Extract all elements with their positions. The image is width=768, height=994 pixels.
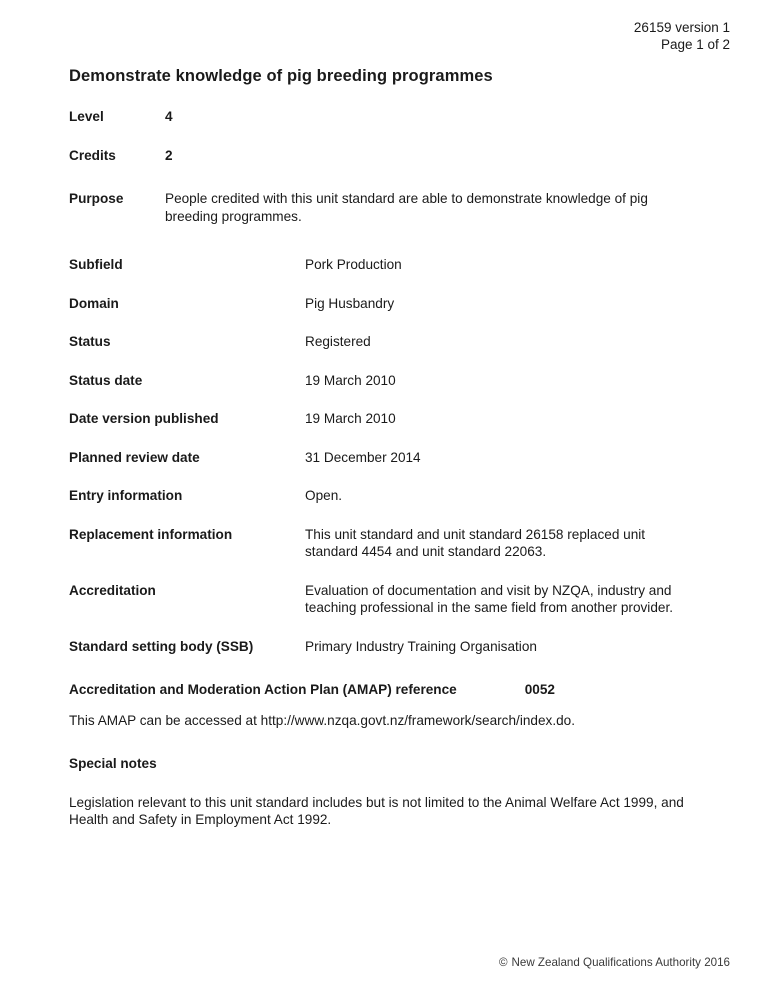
page-indicator: Page 1 of 2 (660, 37, 730, 52)
amap-reference-row (69, 681, 699, 699)
spacer (69, 699, 699, 712)
detail-row (69, 372, 699, 390)
detail-value: Pork Production (305, 257, 402, 272)
detail-row (69, 449, 699, 467)
level-value: 4 (165, 109, 173, 124)
detail-row (69, 487, 699, 505)
document-footer (499, 955, 730, 970)
spacer (69, 561, 699, 582)
detail-value: Pig Husbandry (305, 295, 395, 311)
spacer (69, 428, 699, 449)
spacer (69, 655, 699, 681)
level-label: Level (69, 109, 104, 124)
purpose-label: Purpose (69, 191, 124, 206)
spacer (69, 351, 699, 372)
detail-value: Registered (305, 334, 371, 349)
spacer (69, 617, 699, 638)
credits-value: 2 (165, 147, 173, 163)
amap-access-note: This AMAP can be accessed at http://www.nzqa.govt.nz/framework/search/index.do. (69, 712, 575, 728)
detail-value: Open. (305, 488, 343, 503)
detail-value: Primary Industry Training Organisation (305, 638, 537, 654)
credits-row (69, 147, 699, 165)
detail-row (69, 295, 699, 313)
document-header (634, 19, 730, 53)
detail-row (69, 256, 699, 274)
detail-row (69, 333, 699, 351)
special-notes-body: Legislation relevant to this unit standard includes but is not limited to the Animal Welfare Act 1999, and Health and Safety in Employment Act 1992. (69, 794, 684, 827)
amap-label: Accreditation and Moderation Action Plan (AMAP) reference (69, 682, 457, 697)
detail-row (69, 410, 699, 428)
standard-version: 26159 version 1 (633, 20, 730, 35)
detail-value: 19 March 2010 (305, 411, 396, 426)
detail-row (69, 582, 699, 617)
purpose-row (69, 190, 699, 225)
copyright-text: New Zealand Qualifications Authority 2016 (511, 956, 730, 969)
spacer (69, 274, 699, 295)
spacer (69, 466, 699, 487)
page-title: Demonstrate knowledge of pig breeding programmes (69, 67, 493, 85)
document-body (69, 108, 699, 829)
spacer (69, 729, 699, 755)
amap-reference-value: 0052 (524, 682, 555, 697)
detail-label: Entry information (69, 488, 183, 503)
copyright-icon: © (498, 956, 508, 969)
detail-row (69, 526, 699, 561)
detail-label: Domain (69, 295, 119, 311)
credits-label: Credits (69, 147, 116, 163)
detail-value: This unit standard and unit standard 26158 replaced unit standard 4454 and unit standard 22063. (305, 526, 646, 559)
detail-label: Date version published (69, 411, 219, 426)
detail-label: Replacement information (69, 526, 233, 542)
detail-label: Status date (69, 372, 143, 388)
detail-value: 31 December 2014 (305, 449, 421, 465)
detail-label: Status (69, 334, 111, 349)
spacer (69, 505, 699, 526)
detail-label: Accreditation (69, 582, 156, 598)
details-list (69, 256, 699, 655)
detail-value: Evaluation of documentation and visit by NZQA, industry and teaching professional in the same field from another provider. (305, 582, 673, 615)
purpose-value: People credited with this unit standard are able to demonstrate knowledge of pig breeding programmes. (165, 191, 648, 224)
detail-value: 19 March 2010 (305, 372, 396, 388)
detail-label: Standard setting body (SSB) (69, 638, 254, 654)
detail-row (69, 638, 699, 656)
spacer (69, 164, 699, 190)
special-notes-heading: Special notes (69, 756, 157, 771)
spacer (69, 225, 699, 256)
detail-label: Planned review date (69, 449, 200, 465)
spacer (69, 126, 699, 147)
spacer (69, 389, 699, 410)
level-row (69, 108, 699, 126)
spacer (69, 773, 699, 794)
spacer (69, 312, 699, 333)
detail-label: Subfield (69, 257, 123, 272)
